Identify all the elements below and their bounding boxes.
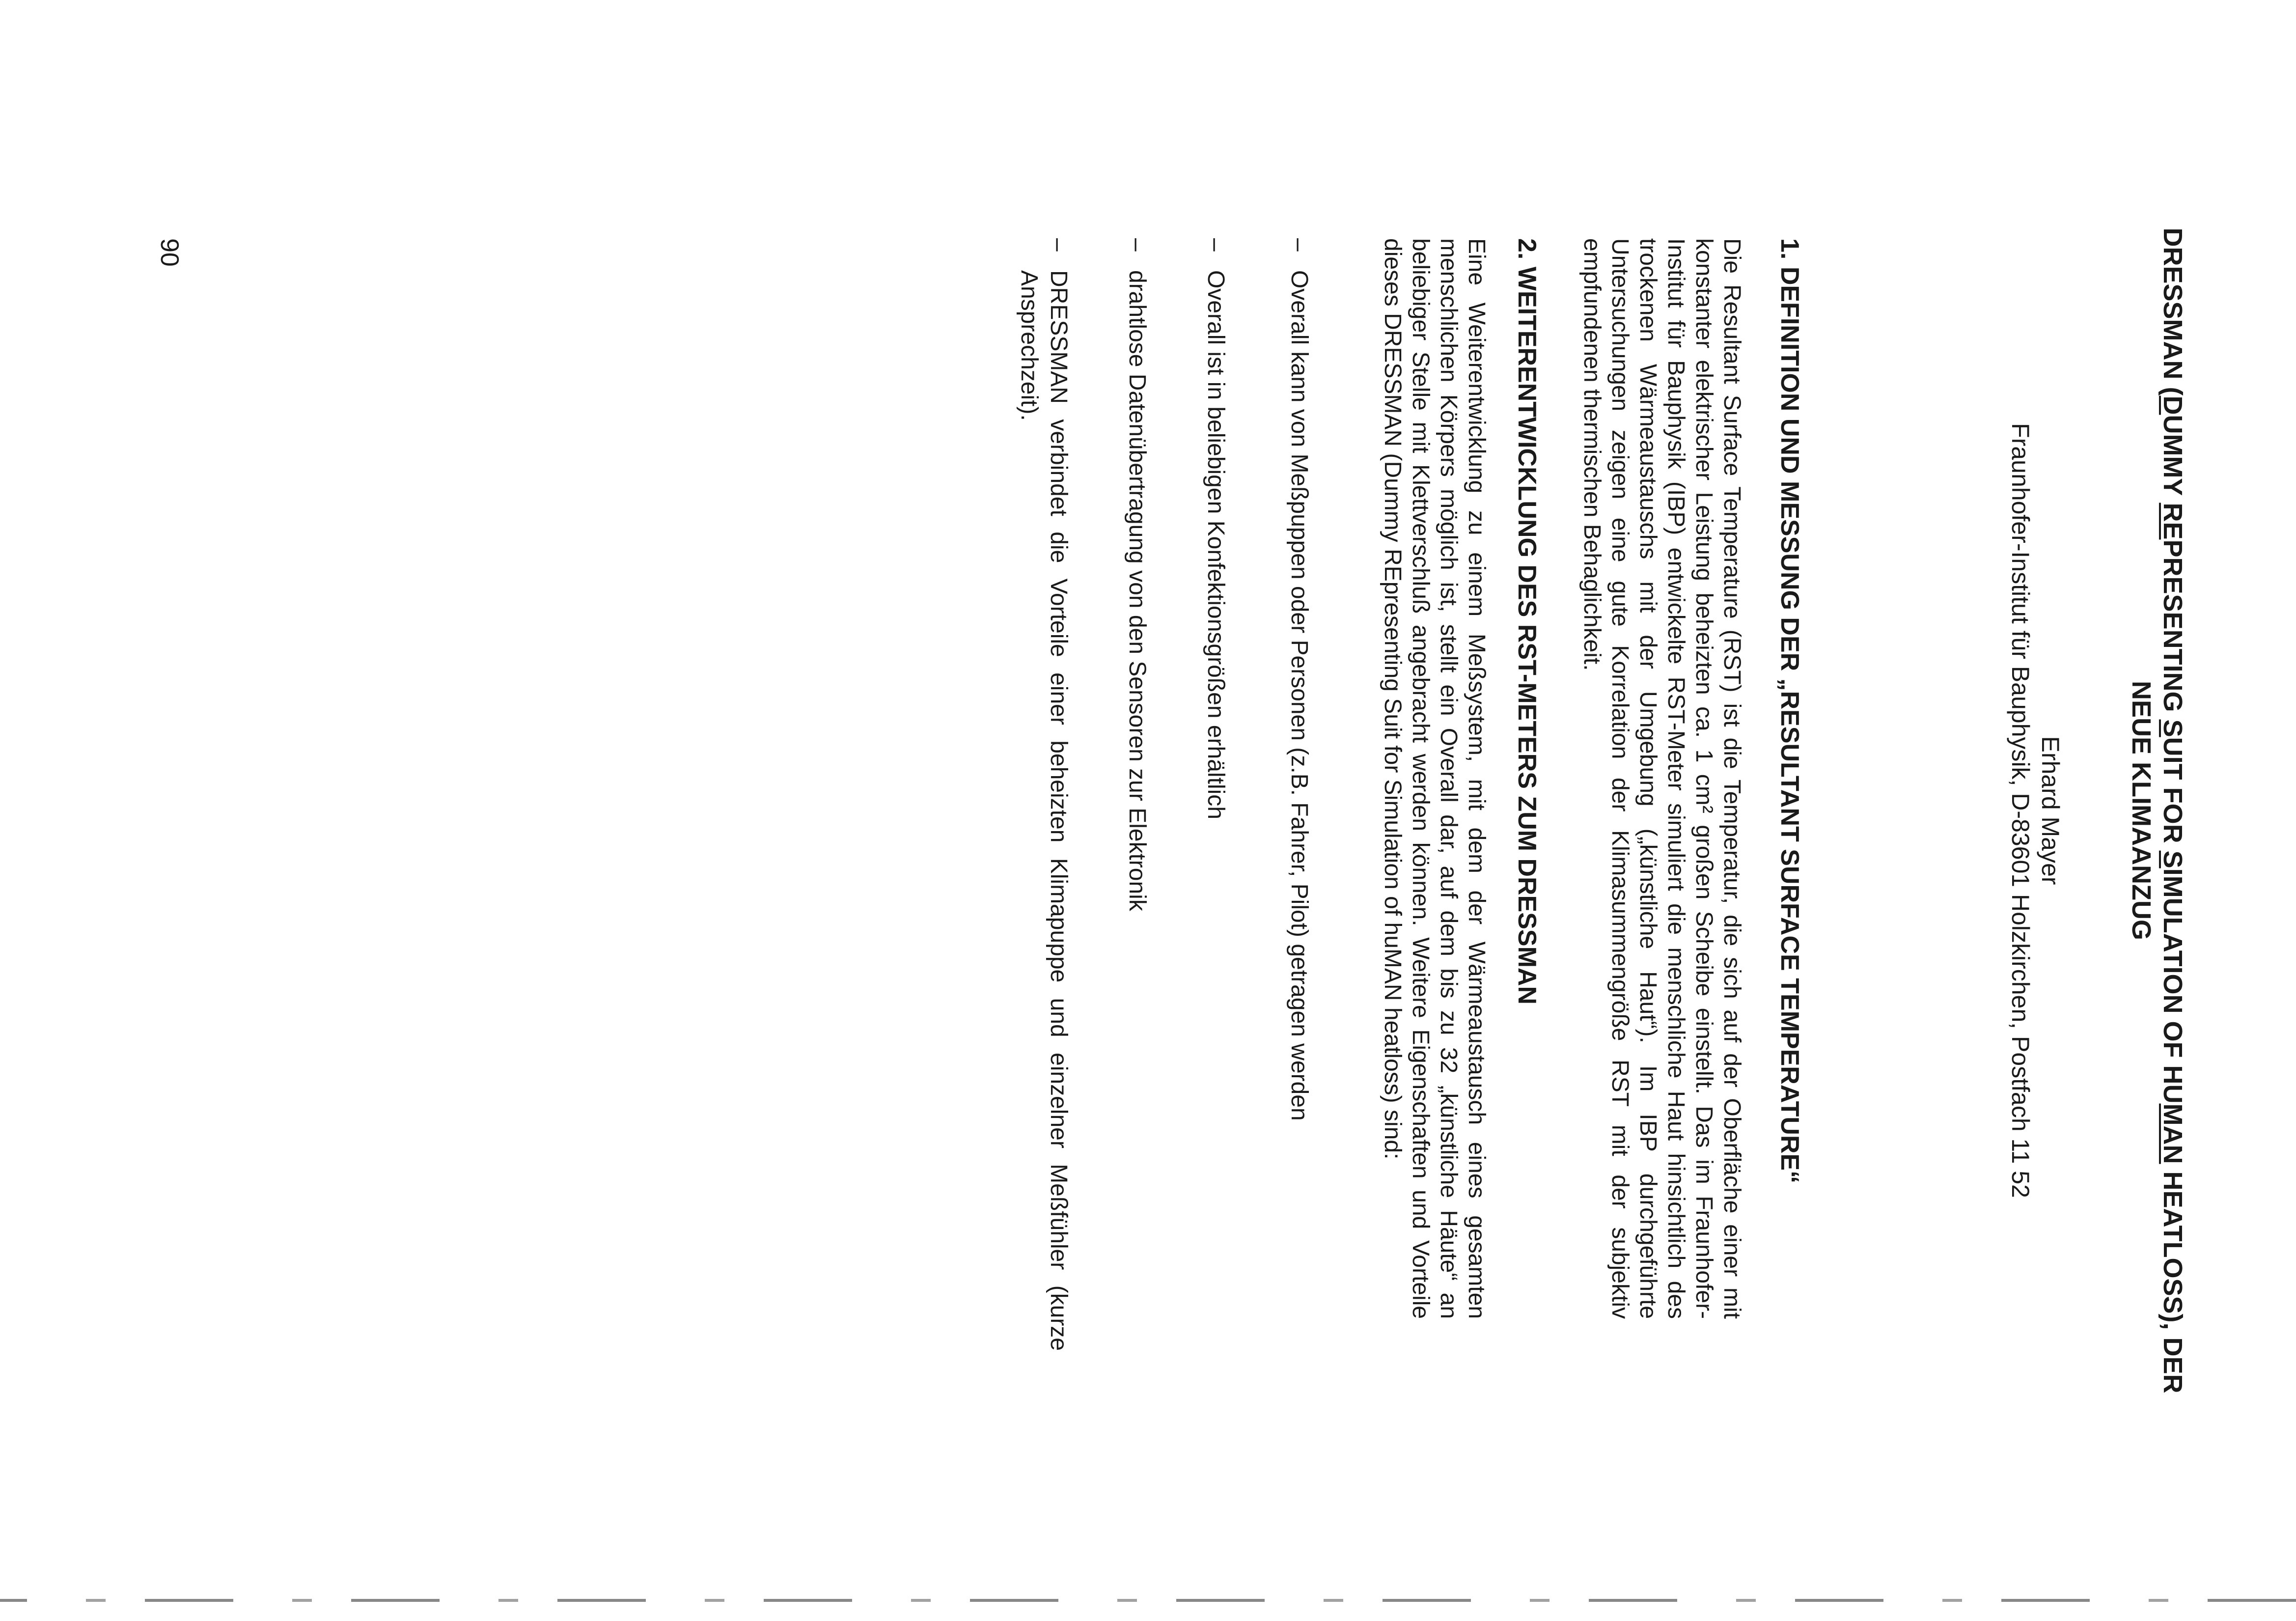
title-text: DRESSMAN ( — [2158, 227, 2187, 396]
author-name: Erhard Mayer — [2037, 736, 2064, 885]
feature-list — [0, 238, 2296, 1368]
title-text: UMMY — [2158, 415, 2187, 503]
section-1-heading: 1. DEFINITION UND MESSUNG DER „RESULTANT SURFACE TEMPERATURE“ — [1775, 238, 1804, 1184]
list-item — [1284, 238, 1314, 1351]
list-item-text: DRESSMAN verbindet die Vorteile einer beheizten Klimapuppe und einzelner Meßfühler (kurze Ansprechzeit). — [1016, 270, 1072, 1351]
author-affiliation: Fraunhofer-Institut für Bauphysik, D-83601 Holzkirchen, Postfach 11 52 — [2007, 423, 2034, 1198]
title-underlined-letter: D — [2158, 395, 2187, 415]
list-item-text: drahtlose Datenübertragung von den Sensoren zur Elektronik — [1124, 270, 1150, 911]
title-underlined-letter: RE — [2158, 503, 2187, 540]
title-text: IMULATION OF HU — [2158, 868, 2187, 1104]
list-dash: – — [1124, 238, 1150, 252]
list-item-text: Overall ist in beliebigen Konfektionsgrößen erhältlich — [1203, 270, 1229, 819]
section-2-paragraph: Eine Weiterentwicklung zu einem Meßsystem, mit dem der Wärmeaustausch eines gesamten menschlichen Körpers möglich ist, stellt ein Overall dar, auf dem bis zu 32 „künstliche Häute“ an beliebiger Stelle mit Klettverschluß angebracht werden können. Weitere Eigenschaften und Vorteile dieses DRESSMAN (Dummy REpresenting Suit for Simulation of huMAN heatloss) sind: — [1379, 238, 1490, 1319]
section-2-heading: 2. WEITERENTWICKLUNG DES RST-METERS ZUM DRESSMAN — [1513, 238, 1541, 1005]
page-number: 90 — [155, 238, 184, 267]
title-underlined-letter: MAN — [2158, 1103, 2187, 1164]
title-text: PRESENTING — [2158, 539, 2187, 720]
list-item — [1014, 238, 1073, 1351]
section-1-paragraph: Die Resultant Surface Temperature (RST) ist die Temperatur, die sich auf der Oberfläche einer mit konstanter elektrischer Leistung beheizten ca. 1 cm² großen Scheibe einstellt. Das im Fraunhofer-Institut für Bauphysik (IBP) entwickelte RST-Meter simuliert die menschliche Haut hinsichtlich des trockenen Wärmeaustauschs mit der Umgebung („künstliche Haut“). Im IBP durchgeführte Untersuchungen zeigen eine gute Korrelation der Klimasummengröße RST mit der subjektiv empfundenen thermischen Behaglichkeit. — [1578, 238, 1745, 1319]
title-text: HEATLOSS), DER — [2158, 1164, 2187, 1394]
title-underlined-letter: S — [2158, 850, 2187, 868]
list-dash: – — [1203, 238, 1229, 252]
list-item-text: Overall kann von Meßpuppen oder Personen (z.B. Fahrer, Pilot) getragen werden — [1286, 270, 1312, 1121]
list-item — [1122, 238, 1152, 1351]
title-underlined-letter: S — [2158, 719, 2187, 737]
list-dash: – — [1046, 238, 1072, 252]
scan-edge-line — [0, 1599, 2296, 1602]
list-dash: – — [1286, 238, 1312, 252]
title-second-line: NEUE KLIMAANZUG — [2127, 681, 2157, 940]
title-text: UIT FOR — [2158, 737, 2187, 851]
list-item — [1201, 238, 1230, 1351]
